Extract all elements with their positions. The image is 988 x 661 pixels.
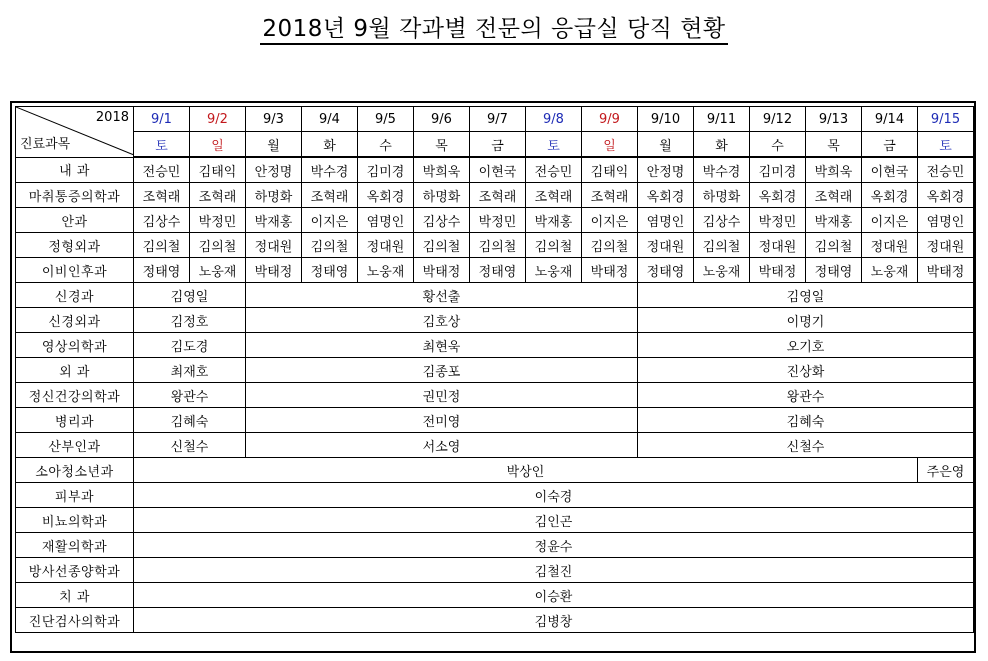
doctor-name-cell: 박정민 [470, 208, 526, 233]
doctor-name-cell: 권민정 [246, 383, 638, 408]
doctor-name-cell: 김호상 [246, 308, 638, 333]
doctor-name-cell: 정대원 [358, 233, 414, 258]
doctor-name-cell: 조혁래 [806, 183, 862, 208]
dept-name-cell: 정신건강의학과 [16, 383, 134, 408]
doctor-name-cell: 전미영 [246, 408, 638, 433]
dept-name-cell: 이비인후과 [16, 258, 134, 283]
doctor-name-cell: 박태정 [750, 258, 806, 283]
doctor-name-cell: 하명화 [246, 183, 302, 208]
header-date-cell: 9/3 [246, 107, 302, 132]
header-date-cell: 9/7 [470, 107, 526, 132]
dept-name-cell: 소아청소년과 [16, 458, 134, 483]
doctor-name-cell: 정태영 [470, 258, 526, 283]
header-dept-label: 진료과목 [20, 136, 71, 152]
doctor-name-cell: 이지은 [862, 208, 918, 233]
doctor-name-cell: 박정민 [190, 208, 246, 233]
doctor-name-cell: 김상수 [694, 208, 750, 233]
header-weekday-cell: 수 [750, 132, 806, 158]
doctor-name-cell: 이숙경 [134, 483, 974, 508]
schedule-body [16, 107, 974, 633]
table-row [16, 408, 974, 433]
header-date-row [16, 107, 974, 132]
doctor-name-cell: 조혁래 [470, 183, 526, 208]
doctor-name-cell: 옥회경 [638, 183, 694, 208]
table-row [16, 333, 974, 358]
doctor-name-cell: 박재홍 [246, 208, 302, 233]
dept-name-cell: 안과 [16, 208, 134, 233]
doctor-name-cell: 박재홍 [526, 208, 582, 233]
doctor-name-cell: 김정호 [134, 308, 246, 333]
doctor-name-cell: 진상화 [638, 358, 974, 383]
header-weekday-cell: 금 [862, 132, 918, 158]
header-date-cell: 9/12 [750, 107, 806, 132]
doctor-name-cell: 박정민 [750, 208, 806, 233]
header-weekday-cell: 화 [694, 132, 750, 158]
header-weekday-row [16, 132, 974, 158]
doctor-name-cell: 옥회경 [918, 183, 974, 208]
doctor-name-cell: 서소영 [246, 433, 638, 458]
doctor-name-cell: 하명화 [694, 183, 750, 208]
doctor-name-cell: 박태정 [246, 258, 302, 283]
page-title-wrap [0, 10, 988, 43]
doctor-name-cell: 전승민 [918, 157, 974, 183]
doctor-name-cell: 왕관수 [638, 383, 974, 408]
doctor-name-cell: 김의철 [414, 233, 470, 258]
doctor-name-cell: 김병창 [134, 608, 974, 633]
doctor-name-cell: 정대원 [750, 233, 806, 258]
doctor-name-cell: 이현국 [470, 157, 526, 183]
doctor-name-cell: 박상인 [134, 458, 918, 483]
doctor-name-cell: 김인곤 [134, 508, 974, 533]
header-date-cell: 9/5 [358, 107, 414, 132]
table-row [16, 358, 974, 383]
doctor-name-cell: 노웅재 [694, 258, 750, 283]
doctor-name-cell: 김태익 [190, 157, 246, 183]
header-weekday-cell: 일 [582, 132, 638, 158]
doctor-name-cell: 최재호 [134, 358, 246, 383]
doctor-name-cell: 박재홍 [806, 208, 862, 233]
table-row [16, 483, 974, 508]
doctor-name-cell: 신철수 [134, 433, 246, 458]
header-date-cell: 9/6 [414, 107, 470, 132]
header-date-cell: 9/14 [862, 107, 918, 132]
table-row [16, 157, 974, 183]
dept-name-cell: 신경외과 [16, 308, 134, 333]
doctor-name-cell: 노웅재 [190, 258, 246, 283]
doctor-name-cell: 노웅재 [526, 258, 582, 283]
header-date-cell: 9/2 [190, 107, 246, 132]
doctor-name-cell: 김혜숙 [638, 408, 974, 433]
dept-name-cell: 진단검사의학과 [16, 608, 134, 633]
table-row [16, 383, 974, 408]
doctor-name-cell: 김도경 [134, 333, 246, 358]
table-row [16, 283, 974, 308]
table-row [16, 233, 974, 258]
doctor-name-cell: 염명인 [918, 208, 974, 233]
doctor-name-cell: 이명기 [638, 308, 974, 333]
table-row [16, 508, 974, 533]
header-weekday-cell: 토 [918, 132, 974, 158]
doctor-name-cell: 김영일 [134, 283, 246, 308]
dept-name-cell: 피부과 [16, 483, 134, 508]
dept-name-cell: 영상의학과 [16, 333, 134, 358]
dept-name-cell: 신경과 [16, 283, 134, 308]
doctor-name-cell: 정태영 [134, 258, 190, 283]
doctor-name-cell: 이현국 [862, 157, 918, 183]
doctor-name-cell: 노웅재 [862, 258, 918, 283]
doctor-name-cell: 김태익 [582, 157, 638, 183]
doctor-name-cell: 옥회경 [358, 183, 414, 208]
header-weekday-cell: 금 [470, 132, 526, 158]
doctor-name-cell: 박희욱 [414, 157, 470, 183]
dept-name-cell: 정형외과 [16, 233, 134, 258]
header-date-cell: 9/11 [694, 107, 750, 132]
header-year: 2018 [95, 110, 129, 125]
page-title: 2018년 9월 각과별 전문의 응급실 당직 현황 [260, 16, 727, 45]
doctor-name-cell: 김종포 [246, 358, 638, 383]
corner-cell [16, 107, 134, 158]
doctor-name-cell: 노웅재 [358, 258, 414, 283]
doctor-name-cell: 염명인 [358, 208, 414, 233]
dept-name-cell: 재활의학과 [16, 533, 134, 558]
doctor-name-cell: 전승민 [526, 157, 582, 183]
doctor-name-cell: 박수경 [302, 157, 358, 183]
doctor-name-cell: 염명인 [638, 208, 694, 233]
header-weekday-cell: 목 [806, 132, 862, 158]
doctor-name-cell: 김의철 [302, 233, 358, 258]
schedule-table [15, 106, 974, 633]
header-weekday-cell: 월 [638, 132, 694, 158]
dept-name-cell: 내 과 [16, 157, 134, 183]
doctor-name-cell: 주은영 [918, 458, 974, 483]
doctor-name-cell: 이지은 [582, 208, 638, 233]
doctor-name-cell: 김의철 [694, 233, 750, 258]
header-weekday-cell: 화 [302, 132, 358, 158]
doctor-name-cell: 정대원 [246, 233, 302, 258]
doctor-name-cell: 정태영 [806, 258, 862, 283]
doctor-name-cell: 정대원 [862, 233, 918, 258]
doctor-name-cell: 조혁래 [302, 183, 358, 208]
header-date-cell: 9/1 [134, 107, 190, 132]
doctor-name-cell: 정대원 [638, 233, 694, 258]
doctor-name-cell: 조혁래 [582, 183, 638, 208]
doctor-name-cell: 이승환 [134, 583, 974, 608]
doctor-name-cell: 박희욱 [806, 157, 862, 183]
doctor-name-cell: 정윤수 [134, 533, 974, 558]
header-weekday-cell: 토 [134, 132, 190, 158]
doctor-name-cell: 정대원 [918, 233, 974, 258]
doctor-name-cell: 김의철 [190, 233, 246, 258]
dept-name-cell: 비뇨의학과 [16, 508, 134, 533]
doctor-name-cell: 정태영 [638, 258, 694, 283]
doctor-name-cell: 최현욱 [246, 333, 638, 358]
header-weekday-cell: 월 [246, 132, 302, 158]
table-row [16, 258, 974, 283]
doctor-name-cell: 김미경 [750, 157, 806, 183]
doctor-name-cell: 김상수 [414, 208, 470, 233]
dept-name-cell: 마취통증의학과 [16, 183, 134, 208]
doctor-name-cell: 정태영 [302, 258, 358, 283]
doctor-name-cell: 김의철 [470, 233, 526, 258]
table-row [16, 433, 974, 458]
schedule-frame [10, 101, 976, 653]
table-row [16, 608, 974, 633]
doctor-name-cell: 신철수 [638, 433, 974, 458]
doctor-name-cell: 김혜숙 [134, 408, 246, 433]
doctor-name-cell: 안정명 [246, 157, 302, 183]
table-row [16, 533, 974, 558]
doctor-name-cell: 김의철 [582, 233, 638, 258]
doctor-name-cell: 김미경 [358, 157, 414, 183]
doctor-name-cell: 오기호 [638, 333, 974, 358]
doctor-name-cell: 안정명 [638, 157, 694, 183]
table-row [16, 308, 974, 333]
doctor-name-cell: 박태정 [918, 258, 974, 283]
doctor-name-cell: 박태정 [414, 258, 470, 283]
header-date-cell: 9/10 [638, 107, 694, 132]
doctor-name-cell: 김의철 [134, 233, 190, 258]
dept-name-cell: 병리과 [16, 408, 134, 433]
header-weekday-cell: 목 [414, 132, 470, 158]
table-row [16, 458, 974, 483]
doctor-name-cell: 전승민 [134, 157, 190, 183]
dept-name-cell: 방사선종양학과 [16, 558, 134, 583]
doctor-name-cell: 옥회경 [750, 183, 806, 208]
header-weekday-cell: 토 [526, 132, 582, 158]
dept-name-cell: 치 과 [16, 583, 134, 608]
doctor-name-cell: 김철진 [134, 558, 974, 583]
doctor-name-cell: 김의철 [526, 233, 582, 258]
table-row [16, 208, 974, 233]
doctor-name-cell: 김의철 [806, 233, 862, 258]
doctor-name-cell: 하명화 [414, 183, 470, 208]
doctor-name-cell: 조혁래 [190, 183, 246, 208]
header-weekday-cell: 수 [358, 132, 414, 158]
header-date-cell: 9/8 [526, 107, 582, 132]
header-date-cell: 9/15 [918, 107, 974, 132]
table-row [16, 558, 974, 583]
doctor-name-cell: 김영일 [638, 283, 974, 308]
dept-name-cell: 산부인과 [16, 433, 134, 458]
doctor-name-cell: 옥회경 [862, 183, 918, 208]
dept-name-cell: 외 과 [16, 358, 134, 383]
doctor-name-cell: 왕관수 [134, 383, 246, 408]
doctor-name-cell: 조혁래 [134, 183, 190, 208]
doctor-name-cell: 박수경 [694, 157, 750, 183]
header-weekday-cell: 일 [190, 132, 246, 158]
table-row [16, 583, 974, 608]
doctor-name-cell: 김상수 [134, 208, 190, 233]
doctor-name-cell: 조혁래 [526, 183, 582, 208]
header-date-cell: 9/13 [806, 107, 862, 132]
doctor-name-cell: 이지은 [302, 208, 358, 233]
doctor-name-cell: 황선출 [246, 283, 638, 308]
table-row [16, 183, 974, 208]
header-date-cell: 9/4 [302, 107, 358, 132]
header-date-cell: 9/9 [582, 107, 638, 132]
doctor-name-cell: 박태정 [582, 258, 638, 283]
